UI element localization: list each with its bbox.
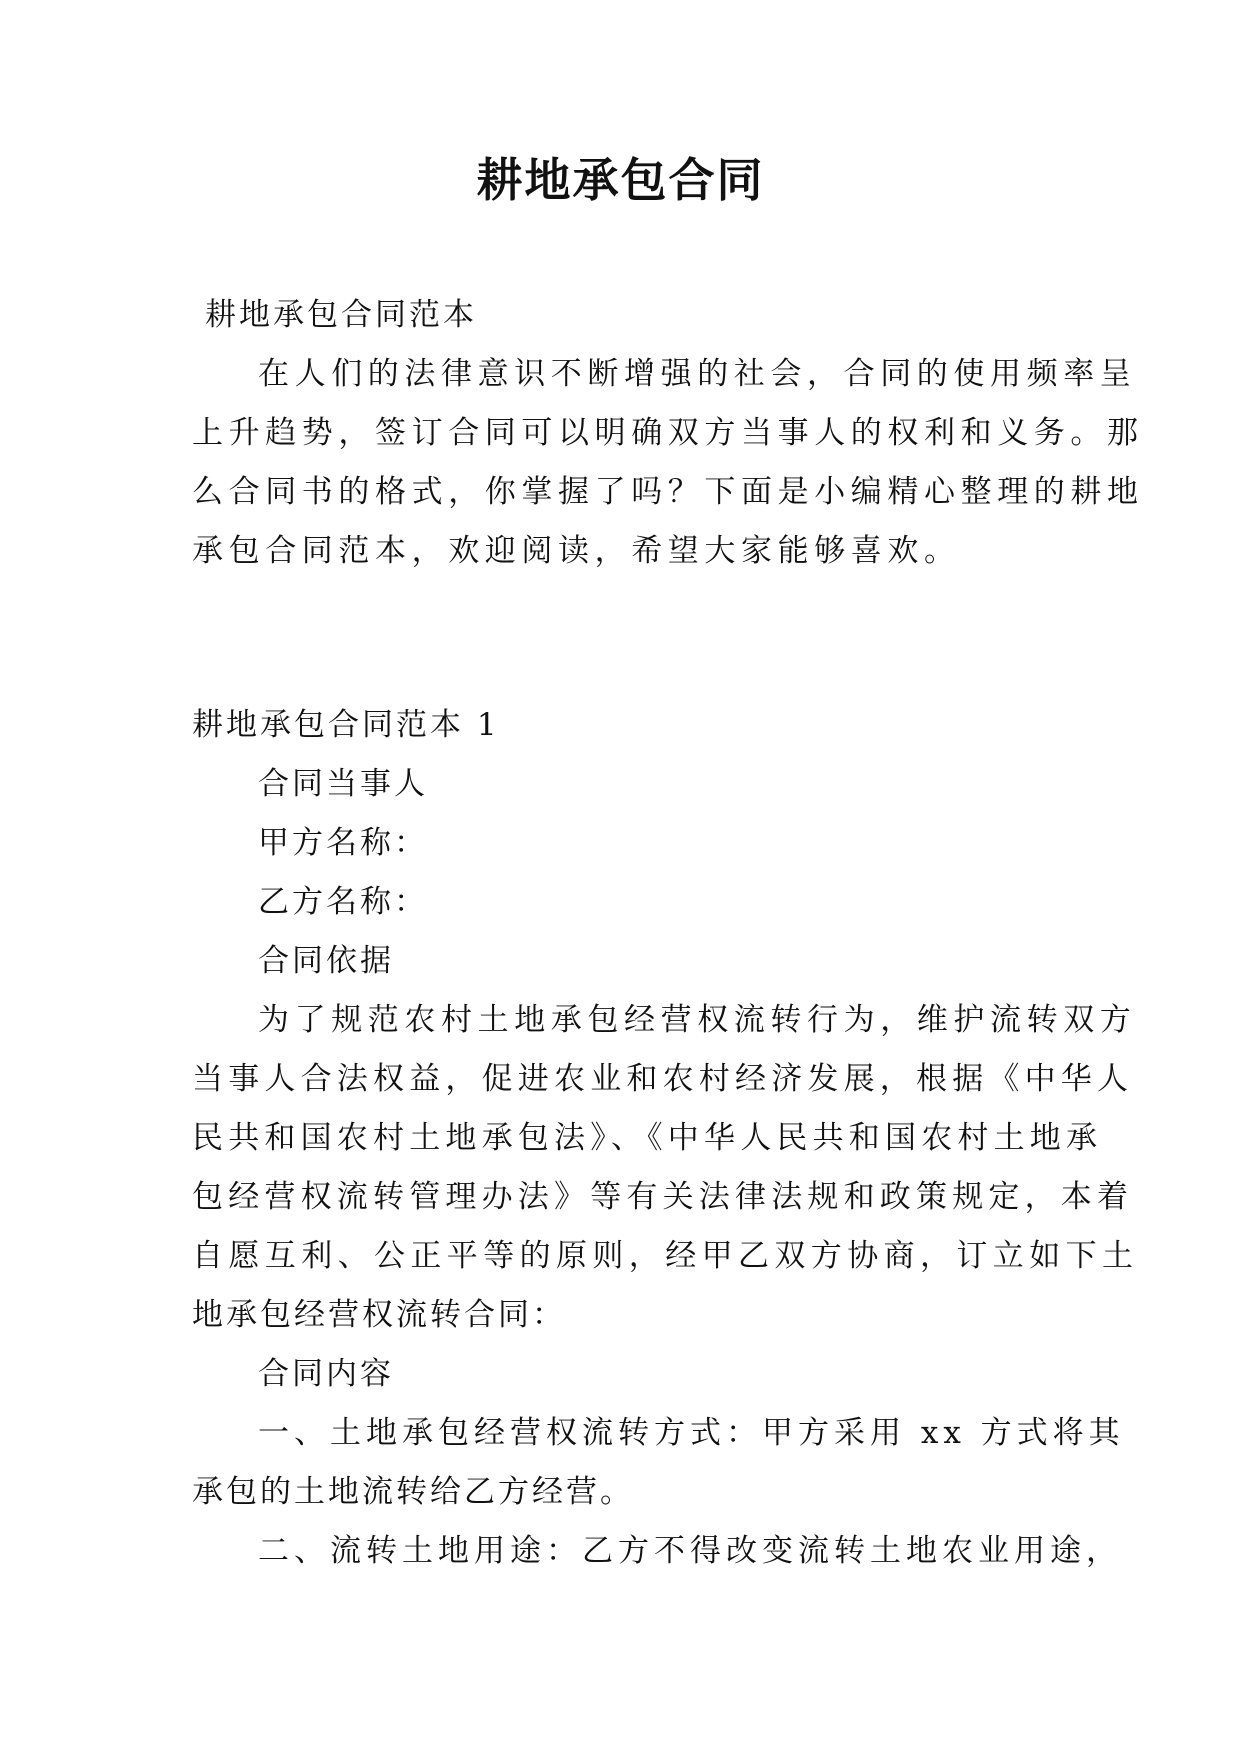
paragraph-line: 二、流转土地用途：乙方不得改变流转土地农业用途， [258, 1533, 1122, 1569]
paragraph-line: 一、土地承包经营权流转方式：甲方采用 xx 方式将其 [258, 1415, 1125, 1451]
paragraph-line: 在人们的法律意识不断增强的社会，合同的使用频率呈 [258, 356, 1137, 392]
paragraph-line: 上升趋势，签订合同可以明确双方当事人的权利和义务。那 [192, 415, 1144, 451]
paragraph-line: 承包合同范本，欢迎阅读，希望大家能够喜欢。 [192, 533, 961, 569]
paragraph-line: 么合同书的格式，你掌握了吗？下面是小编精心整理的耕地 [192, 474, 1144, 510]
paragraph-line: 甲方名称： [258, 825, 428, 861]
paragraph-line: 合同当事人 [258, 766, 428, 802]
paragraph-line: 合同内容 [258, 1356, 394, 1392]
paragraph-line: 民共和国农村土地承包法》、《中华人民共和国农村土地承 [192, 1120, 1103, 1156]
subtitle-line: 耕地承包合同范本 [205, 297, 477, 333]
paragraph-line: 自愿互利、公正平等的原则，经甲乙双方协商，订立如下土 [192, 1238, 1139, 1274]
paragraph-line: 合同依据 [258, 943, 394, 979]
paragraph-line: 地承包经营权流转合同： [192, 1297, 566, 1333]
paragraph-line: 包经营权流转管理办法》等有关法律法规和政策规定，本着 [192, 1179, 1134, 1215]
document-title: 耕地承包合同 [476, 153, 765, 207]
paragraph-line: 为了规范农村土地承包经营权流转行为，维护流转双方 [258, 1002, 1137, 1038]
paragraph-line: 乙方名称： [258, 884, 428, 920]
paragraph-line: 当事人合法权益，促进农业和农村经济发展，根据《中华人 [192, 1061, 1134, 1097]
paragraph-line: 承包的土地流转给乙方经营。 [192, 1474, 634, 1510]
section-heading: 耕地承包合同范本 1 [192, 707, 500, 743]
